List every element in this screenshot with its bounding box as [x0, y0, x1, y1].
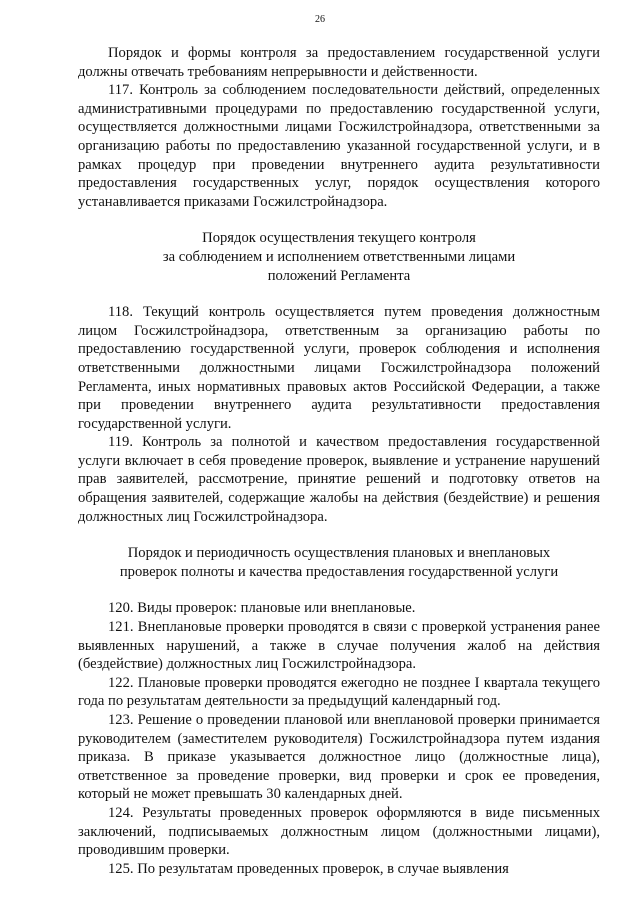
paragraph-122: 122. Плановые проверки проводятся ежегодно не позднее I квартала текущего года по результатам деятельности за предыдущий календарный год. — [78, 674, 600, 710]
paragraph-119: 119. Контроль за полнотой и качеством предоставления государственной услуги включает в себя проведение проверок, выявление и устранение нарушений прав заявителей, рассмотрение, принятие решений и подготовку ответов на обращения заявителей, содержащие жалобы на действия (бездействие) и решения должностных лиц Госжилстройнадзора. — [78, 434, 600, 525]
page-number: 26 — [315, 14, 325, 25]
document-body — [78, 44, 600, 878]
section-heading-current-control-line3: положений Регламента — [267, 267, 411, 284]
paragraph-118: 118. Текущий контроль осуществляется путем проведения должностным лицом Госжилстройнадзора, ответственным за организацию работы по предоставлению государственной услуги, проверок соблюдения и исполнения ответственными должностными лицами Госжилстройнадзора положений Регламента, иных нормативных правовых актов Российской Федерации, а также при проведении внутреннего аудита результативности предоставления государственной услуги. — [78, 304, 600, 432]
paragraph-123: 123. Решение о проведении плановой или внеплановой проверки принимается руководителем (заместителем руководителя) Госжилстройнадзора путем издания приказа. В приказе указывается должностное лицо (должностные лица), ответственное за проведение проверки, вид проверки и срок ее проведения, который не может превышать 30 календарных дней. — [78, 712, 600, 803]
section-heading-current-control-line2: за соблюдением и исполнением ответственными лицами — [162, 248, 516, 265]
paragraph-117: 117. Контроль за соблюдением последовательности действий, определенных административными процедурами по предоставлению государственной услуги, осуществляется должностными лицами Госжилстройнадзора, ответственными за организацию работы по предоставлению указанной государственной услуги, и в рамках процедур при проведении внутреннего аудита результативности предоставления государственных услуг, порядок осуществления которого устанавливается приказами Госжилстройнадзора. — [78, 82, 600, 210]
paragraph-124: 124. Результаты проведенных проверок оформляются в виде письменных заключений, подписываемых должностным лицом (должностными лицами), проводившим проверки. — [78, 804, 600, 859]
paragraph-intro: Порядок и формы контроля за предоставлением государственной услуги должны отвечать требованиям непрерывности и действенности. — [78, 45, 600, 80]
paragraph-120: 120. Виды проверок: плановые или внеплановые. — [108, 600, 416, 617]
paragraph-125: 125. По результатам проведенных проверок, в случае выявления — [108, 860, 509, 877]
section-heading-inspections-line2: проверок полноты и качества предоставления государственной услуги — [119, 563, 559, 580]
section-heading-current-control-line1: Порядок осуществления текущего контроля — [202, 230, 476, 247]
paragraph-121: 121. Внеплановые проверки проводятся в связи с проверкой устранения ранее выявленных нарушений, а также в случае получения жалоб на действия (бездействие) должностных лиц Госжилстройнадзора. — [78, 619, 600, 673]
section-heading-inspections-line1: Порядок и периодичность осуществления плановых и внеплановых — [127, 545, 551, 562]
